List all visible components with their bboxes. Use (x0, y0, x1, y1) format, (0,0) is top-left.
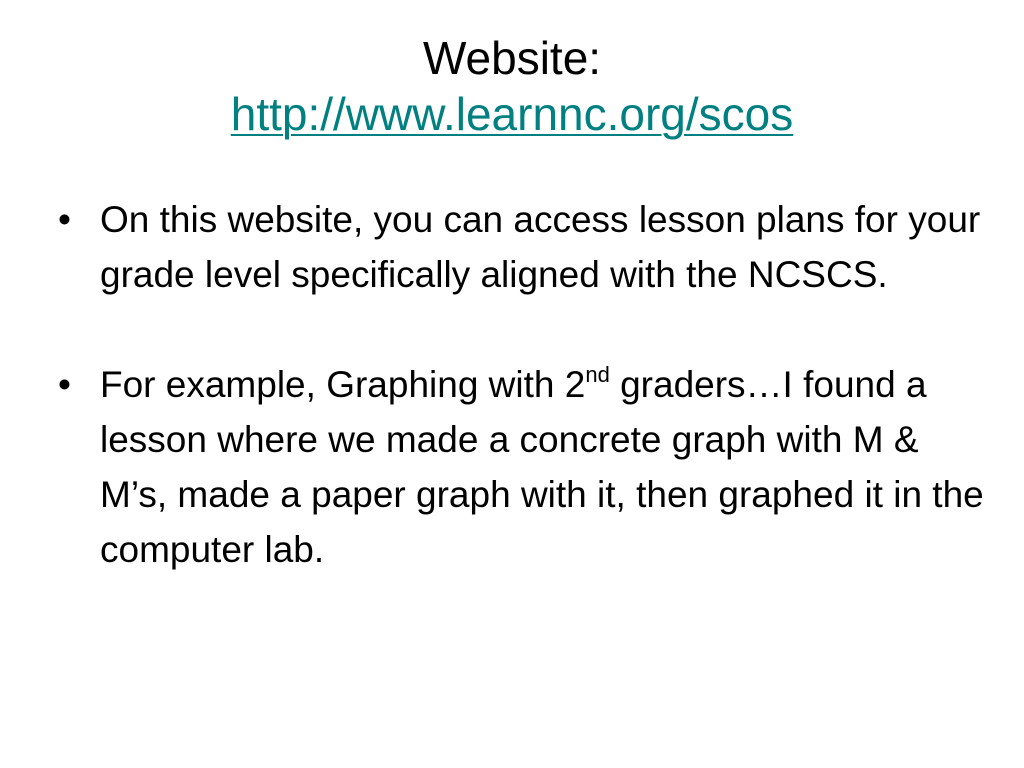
bullet-icon: • (58, 199, 71, 240)
ordinal-superscript: nd (585, 362, 610, 387)
website-link[interactable]: http://www.learnnc.org/scos (230, 88, 794, 140)
bullet-text-part-1: For example, Graphing with 2 (100, 364, 586, 405)
title-link-line (0, 86, 1024, 142)
title-text: Website: (422, 32, 602, 84)
bullet-text: On this website, you can access lesson plans for your grade level specifically aligned with the NCSCS. (100, 199, 981, 295)
bullet-item-example (56, 357, 986, 577)
slide-title (0, 30, 1024, 142)
bullet-icon: • (58, 364, 71, 405)
bullet-list (56, 192, 986, 577)
bullet-item-website (56, 192, 986, 302)
bullet-text-part-2: graders…I found a lesson where we made a concrete graph with M & M’s, made a paper graph with it, then graphed it in the computer lab. (100, 364, 984, 570)
